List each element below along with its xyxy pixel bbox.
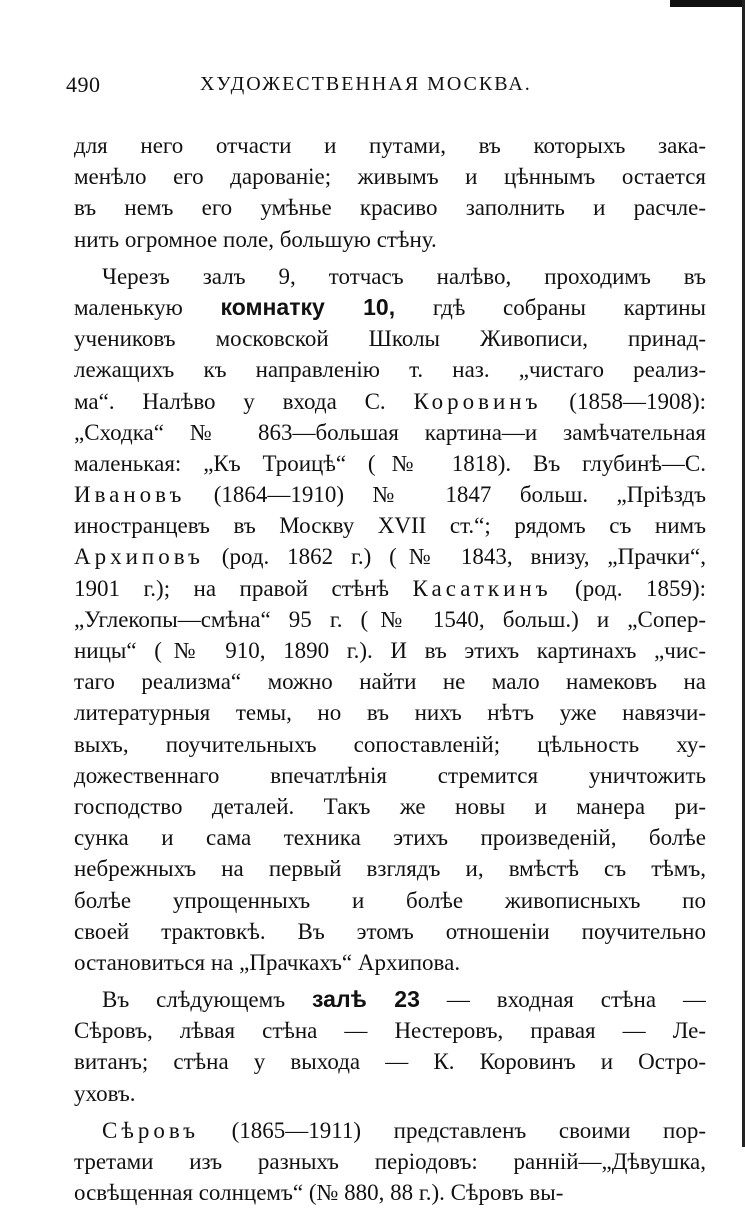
line-text: гдѣ собраны картины <box>395 294 706 320</box>
text-line <box>74 697 706 728</box>
text-line <box>74 292 706 323</box>
text-line <box>74 224 706 255</box>
line-text: ницы“ (№ 910, 1890 г.). И въ этихъ картинахъ „чис- <box>74 638 706 663</box>
text-line <box>74 760 706 791</box>
text-line <box>74 791 706 822</box>
text-line <box>74 161 706 192</box>
artist-name: Архиповъ <box>74 544 204 570</box>
line-text: 1901 г.); на правой стѣнѣ <box>74 575 413 601</box>
line-text: выхъ, поучительныхъ сопоставленій; цѣльность ху- <box>74 731 706 757</box>
line-text: учениковъ московской Школы Живописи, принад- <box>74 326 706 352</box>
text-line <box>74 947 706 978</box>
text-line <box>74 573 706 604</box>
paragraph <box>74 984 706 1109</box>
line-text: для него отчасти и путами, въ которыхъ зака- <box>74 133 706 158</box>
line-text: ма“. Налѣво у входа С. <box>74 388 414 414</box>
scan-edge-bar <box>670 0 745 7</box>
line-text: (род. 1859): <box>551 575 706 601</box>
text-line <box>74 130 706 161</box>
text-line <box>74 417 706 448</box>
line-text: (род. 1862 г.) (№ 1843, внизу, „Прачки“, <box>203 544 706 570</box>
line-text: иностранцевъ въ Москву XVII ст.“; рядомъ съ нимъ <box>74 513 706 539</box>
line-text: таго реализма“ можно найти не мало намековъ на <box>74 669 706 695</box>
text-line <box>74 604 706 635</box>
text-line <box>74 984 706 1015</box>
line-text: освѣщенная солнцемъ“ (№ 880, 88 г.). Сѣровъ вы- <box>74 1180 564 1206</box>
text-line <box>74 354 706 385</box>
line-text: въ немъ его умѣнье красиво заполнить и расчле- <box>74 195 706 221</box>
text-line <box>74 1046 706 1077</box>
text-line <box>74 448 706 479</box>
text-line <box>74 1115 706 1146</box>
line-text: лежащихъ къ направленію т. наз. „чистаго реализ- <box>74 357 706 383</box>
line-text: маленькая: „Къ Троицѣ“ (№ 1818). Въ глубинѣ—С. <box>74 450 706 476</box>
paragraph <box>74 130 706 255</box>
text-line <box>74 192 706 223</box>
line-text: менѣло его дарованіе; живымъ и цѣннымъ остается <box>74 164 706 190</box>
text-line <box>74 853 706 884</box>
text-line <box>74 1015 706 1046</box>
line-text: Сѣровъ, лѣвая стѣна — Нестеровъ, правая — Ле- <box>74 1018 706 1044</box>
line-text: дожественнаго впечатлѣнія стремится уничтожить <box>74 762 706 788</box>
text-line <box>74 261 706 292</box>
artist-name: Ивановъ <box>74 482 186 508</box>
line-text: своей трактовкѣ. Въ этомъ отношеніи поучительно <box>74 918 706 944</box>
line-text: Въ слѣдующемъ <box>102 987 313 1013</box>
running-title: ХУДОЖЕСТВЕННАЯ МОСКВА. <box>200 73 532 95</box>
body-text <box>74 130 706 1208</box>
text-line <box>74 885 706 916</box>
text-line <box>74 635 706 666</box>
line-text: маленькую <box>74 294 221 320</box>
paragraph <box>74 261 706 978</box>
line-text: „Углекопы—смѣна“ 95 г. (№ 1540, больш.) и „Сопер- <box>74 606 706 632</box>
line-text: Черезъ залъ 9, тотчасъ налѣво, проходимъ въ <box>102 263 706 289</box>
text-line <box>74 479 706 510</box>
line-text: (1864—1910) № 1847 больш. „Пріѣздъ <box>185 482 706 508</box>
artist-name: Касаткинъ <box>412 575 552 601</box>
page-number: 490 <box>66 72 101 97</box>
line-text: сунка и сама техника этихъ произведеній, болѣе <box>74 825 706 851</box>
line-text: витанъ; стѣна у выхода — К. Коровинъ и Остро- <box>74 1049 706 1075</box>
room-heading: залѣ 23 <box>312 986 420 1013</box>
text-line <box>74 822 706 853</box>
artist-name: Коровинъ <box>413 388 542 414</box>
line-text: — входная стѣна — <box>419 987 706 1013</box>
line-text: третами изъ разныхъ періодовъ: ранній—„Дѣвушка, <box>74 1149 706 1174</box>
line-text: литературныя темы, но въ нихъ нѣтъ уже навязчи- <box>74 700 706 726</box>
text-line <box>74 1078 706 1109</box>
line-text: остановиться на „Прачкахъ“ Архипова. <box>74 949 461 975</box>
text-line <box>74 510 706 541</box>
line-text: небрежныхъ на первый взглядъ и, вмѣстѣ съ тѣмъ, <box>74 856 706 882</box>
line-text: уховъ. <box>74 1080 136 1106</box>
text-line <box>74 1177 706 1208</box>
text-line <box>74 916 706 947</box>
text-line <box>74 323 706 354</box>
room-heading: комнатку 10, <box>220 293 396 320</box>
text-line <box>74 666 706 697</box>
page-header <box>66 72 686 106</box>
text-line <box>74 1146 706 1177</box>
text-line <box>74 729 706 760</box>
line-text: болѣе упрощенныхъ и болѣе живописныхъ по <box>74 887 706 913</box>
artist-name: Сѣровъ <box>102 1117 200 1143</box>
line-text: (1865—1911) представленъ своими пор- <box>199 1117 706 1143</box>
text-line <box>74 386 706 417</box>
line-text: нить огромное поле, большую стѣну. <box>74 226 437 252</box>
text-line <box>74 541 706 572</box>
paragraph <box>74 1115 706 1208</box>
line-text: (1858—1908): <box>541 388 706 414</box>
line-text: „Сходка“ № 863—большая картина—и замѣчательная <box>74 419 706 445</box>
line-text: господство деталей. Такъ же новы и манера ри- <box>74 793 706 819</box>
